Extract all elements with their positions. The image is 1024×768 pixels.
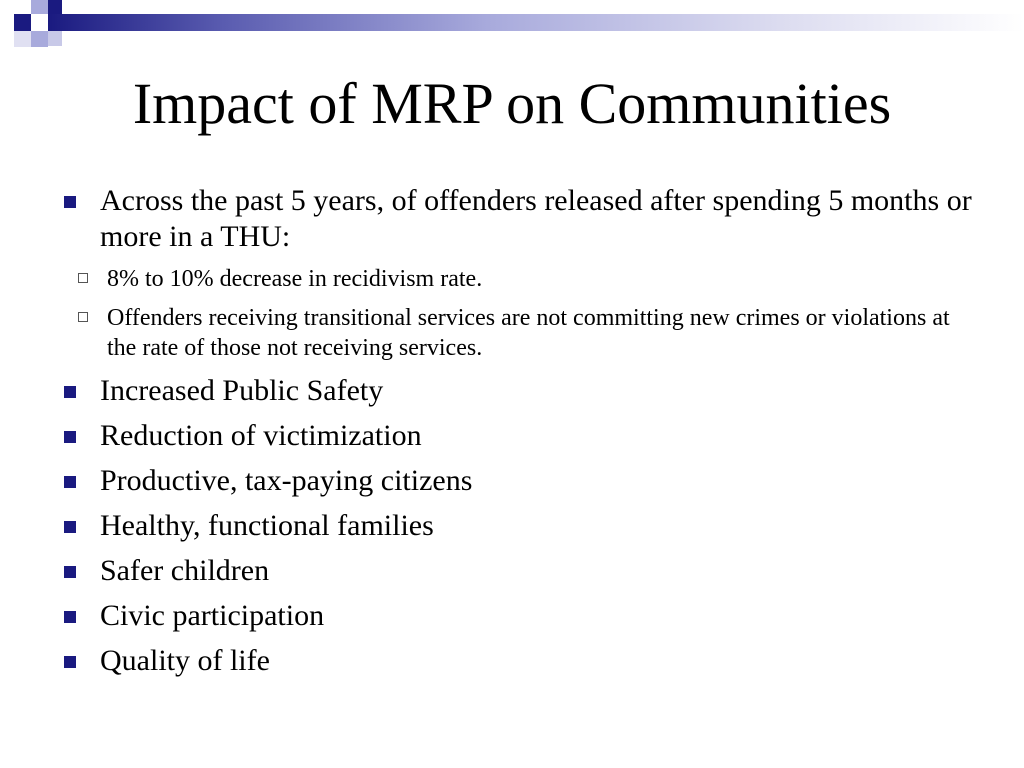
bullet-list [62,183,982,688]
bullet-item [62,598,982,634]
sub-bullet-list [62,264,982,363]
bullet-item [62,373,982,409]
header-gradient-bar [48,14,1024,31]
deco-square [48,0,62,14]
square-bullet-icon [64,521,76,533]
sub-bullet-text: 8% to 10% decrease in recidivism rate. [107,266,483,292]
bullet-text: Reduction of victimization [100,419,422,452]
bullet-text: Across the past 5 years, of offenders released after spending 5 months or more in a THU: [100,184,972,253]
hollow-square-bullet-icon [78,273,88,283]
square-bullet-icon [64,566,76,578]
deco-square [31,31,48,47]
bullet-item [62,418,982,454]
bullet-item [62,553,982,589]
deco-square [48,31,62,46]
square-bullet-icon [64,611,76,623]
bullet-text: Safer children [100,554,270,587]
square-bullet-icon [64,656,76,668]
sub-bullet-item [62,303,982,363]
bullet-text: Healthy, functional families [100,509,434,542]
deco-square [14,31,31,47]
bullet-text: Civic participation [100,599,325,632]
sub-bullet-text: Offenders receiving transitional services are not committing new crimes or violations at the rate of those not receiving services. [107,305,950,361]
deco-square [14,14,31,31]
deco-square [31,0,48,14]
header-decoration [0,0,1024,62]
slide-title: Impact of MRP on Communities [132,71,892,136]
square-bullet-icon [64,431,76,443]
bullet-item [62,643,982,679]
bullet-text: Quality of life [100,644,270,677]
bullet-text: Increased Public Safety [100,374,384,407]
bullet-item [62,463,982,499]
sub-bullet-item [62,264,982,294]
hollow-square-bullet-icon [78,312,88,322]
bullet-item [62,183,982,255]
bullet-item [62,508,982,544]
bullet-text: Productive, tax-paying citizens [100,464,473,497]
square-bullet-icon [64,196,76,208]
square-bullet-icon [64,476,76,488]
square-bullet-icon [64,386,76,398]
